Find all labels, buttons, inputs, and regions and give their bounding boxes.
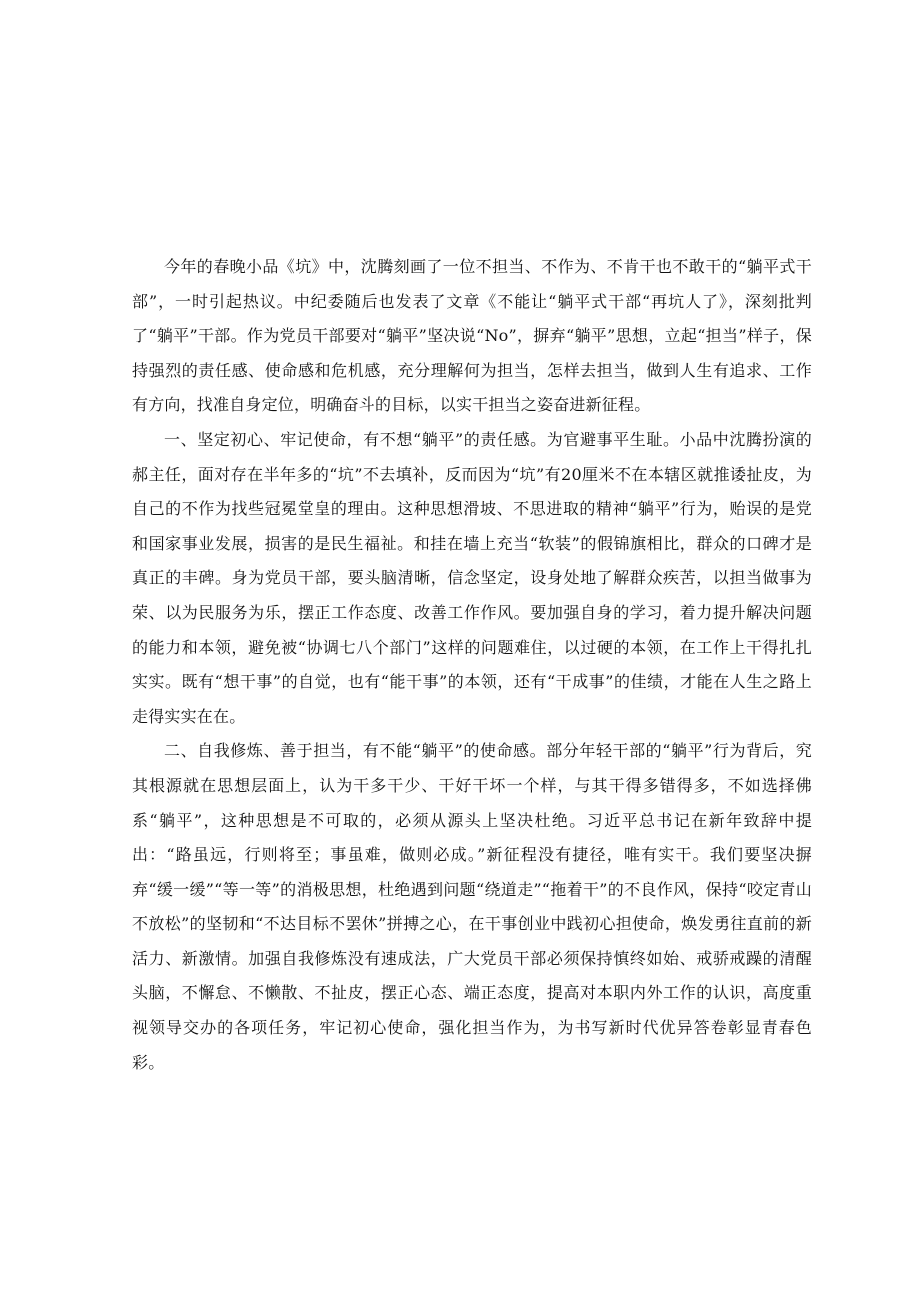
section-one-paragraph: 一、坚定初心、牢记使命，有不想“躺平”的责任感。为官避事平生耻。小品中沈腾扮演的郝主任，面对存在半年多的“坑”不去填补，反而因为“坑”有20厘米不在本辖区就推诿扯皮，为自己的不作为找些冠冕堂皇的理由。这种思想滑坡、不思进取的精神“躺平”行为，贻误的是党和国家事业发展，损害的是民生福祉。和挂在墙上充当“软装”的假锦旗相比，群众的口碑才是真正的丰碑。身为党员干部，要头脑清晰，信念坚定，设身处地了解群众疾苦，以担当做事为荣、以为民服务为乐，摆正工作态度、改善工作作风。要加强自身的学习，着力提升解决问题的能力和本领，避免被“协调七八个部门”这样的问题难住，以过硬的本领，在工作上干得扎扎实实。既有“想干事”的自觉，也有“能干事”的本领，还有“干成事”的佳绩，才能在人生之路上走得实实在在。 (132, 429, 812, 726)
intro-paragraph: 今年的春晚小品《坑》中，沈腾刻画了一位不担当、不作为、不肯干也不敢干的“躺平式干部”，一时引起热议。中纪委随后也发表了文章《不能让“躺平式干部“再坑人了》，深刻批判了“躺平”干部。作为党员干部要对“躺平”坚决说“No”，摒弃“躺平”思想，立起“担当”样子，保持强烈的责任感、使命感和危机感，充分理解何为担当，怎样去担当，做到人生有追求、工作有方向，找准自身定位，明确奋斗的目标，以实干担当之姿奋进新征程。 (132, 257, 812, 415)
document-body (132, 250, 812, 1080)
section-two-paragraph: 二、自我修炼、善于担当，有不能“躺平”的使命感。部分年轻干部的“躺平”行为背后，究其根源就在思想层面上，认为干多干少、干好干坏一个样，与其干得多错得多，不如选择佛系“躺平”，这种思想是不可取的，必须从源头上坚决杜绝。习近平总书记在新年致辞中提出：“路虽远，行则将至；事虽难，做则必成。”新征程没有捷径，唯有实干。我们要坚决摒弃“缓一缓”“等一等”的消极思想，杜绝遇到问题“绕道走”“拖着干”的不良作风，保持“咬定青山不放松”的坚韧和“不达目标不罢休”拼搏之心，在干事创业中践初心担使命，焕发勇往直前的新活力、新激情。加强自我修炼没有速成法，广大党员干部必须保持慎终如始、戒骄戒躁的清醒头脑，不懈怠、不懒散、不扯皮，摆正心态、端正态度，提高对本职内外工作的认识，高度重视领导交办的各项任务，牢记初心使命，强化担当作为，为书写新时代优异答卷彰显青春色彩。 (132, 741, 812, 1072)
